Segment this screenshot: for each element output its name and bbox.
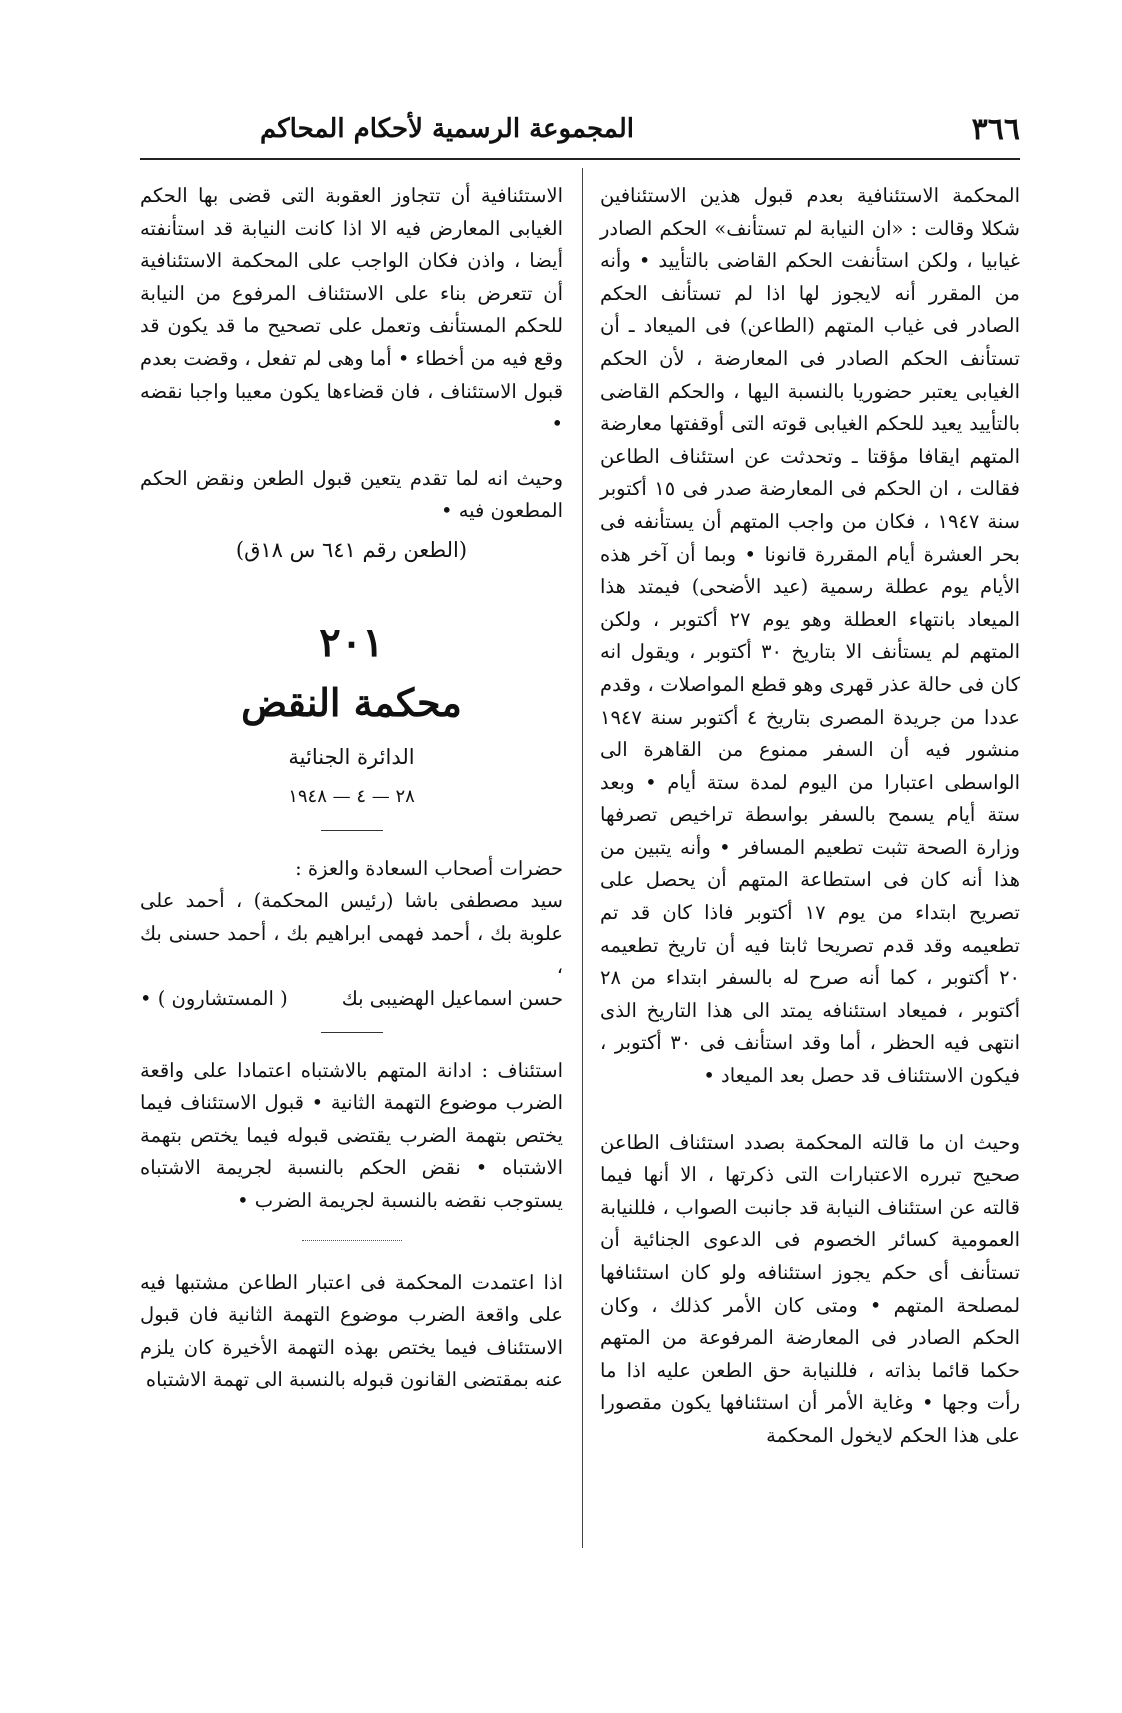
header-rule [140,158,1020,160]
case-number: ٢٠١ [319,618,384,666]
page-number: ٣٦٦ [971,111,1020,147]
judges-role: ( المستشارون ) • [140,987,288,1011]
appeal-reference: (الطعن رقم ٦٤١ س ١٨ق) [235,537,468,562]
running-title: المجموعة الرسمية لأحكام المحاكم [260,114,634,144]
paragraph-prior-ruling: المحكمة الاستئنافية بعدم قبول هذين الاستئنافين شكلا وقالت : «ان النيابة لم تستأنف» الحكم الصادر غيابيا ، ولكن استأنفت الحكم القاضى بالتأييد • وأنه من المقرر أنه لايجوز لها اذا لم تستأنف الحكم الصادر فى غياب المتهم (الطاعن) فى الميعاد ـ أن تستأنف الحكم الصادر فى المعارضة ، لأن الحكم الغيابى يعتبر حضوريا بالنسبة اليها ، والحكم القاضى بالتأييد يعيد للحكم الغيابى قوته التى أوقفتها معارضة المتهم ايقافا مؤقتا ـ وتحدثت عن استئناف الطاعن فقالت ، ان الحكم فى المعارضة صدر فى ١٥ أكتوبر سنة ١٩٤٧ ، فكان من واجب المتهم أن يستأنفه فى بحر العشرة أيام المقررة قانونا • وبما أن آخر هذه الأيام يوم عطلة رسمية (عيد الأضحى) فيمتد هذا الميعاد بانتهاء العطلة وهو يوم ٢٧ أكتوبر ، ولكن المتهم لم يستأنف الا بتاريخ ٣٠ أكتوبر ، ويقول انه كان فى حالة عذر قهرى وهو قطع المواصلات ، وقدم عددا من جريدة المصرى بتاريخ ٤ أكتوبر سنة ١٩٤٧ منشور فيه أن السفر ممنوع من القاهرة الى الواسطى اعتبارا من اليوم لمدة ستة أيام • وبعد ستة أيام يسمح بالسفر بواسطة تراخيص تصرفها وزارة الصحة تثبت تطعيم المسافر • وأنه يتبين من هذا أنه كان فى استطاعة المتهم أن يحصل على تصريح ابتداء من يوم ١٧ أكتوبر فاذا كان قد تم تطعيمه وقد قدم تصريحا ثابتا فيه أن تاريخ تطعيمه ٢٠ أكتوبر ، كما أنه صرح له بالسفر ابتداء من ٢٨ أكتوبر ، فميعاد استئنافه يمتد الى هذا التاريخ الذى انتهى فيه الحظر ، أما وقد استأنف فى ٣٠ أكتوبر ، فيكون الاستئناف قد حصل بعد الميعاد • [600,184,1021,1088]
judges-intro: حضرات أصحاب السعادة والعزة : [295,856,563,880]
right-column [600,180,1020,1453]
column-divider [582,168,583,1548]
section-rule [321,830,383,831]
court-name: محكمة النقض [241,679,462,725]
dotted-rule [302,1240,402,1241]
headnote: استئناف : ادانة المتهم بالاشتباه اعتمادا على واقعة الضرب موضوع التهمة الثانية • قبول الاستئناف فيما يختص بتهمة الضرب يقتضى قبوله فيما يختص بتهمة الاشتباه • نقض الحكم بالنسبة لجريمة الاشتباه يستوجب نقضه بالنسبة لجريمة الضرب • [140,1058,563,1213]
left-column [140,180,563,1397]
paragraph-conclusion: وحيث انه لما تقدم يتعين قبول الطعن ونقض الحكم المطعون فيه • [140,466,563,523]
section-rule [321,1032,383,1033]
judges-last-line [140,983,563,1016]
ruling-date: ٢٨ — ٤ — ١٩٤٨ [288,786,415,808]
legal-principle: اذا اعتمدت المحكمة فى اعتبار الطاعن مشتبها فيه على واقعة الضرب موضوع التهمة الثانية فان قبول الاستئناف فيما يختص بهذه التهمة الأخيرة كان يلزم عنه بمقتضى القانون قبوله بالنسبة الى تهمة الاشتباه [140,1270,563,1392]
judges-list: سيد مصطفى باشا (رئيس المحكمة) ، أحمد على علوبة بك ، أحمد فهمى ابراهيم بك ، أحمد حسنى بك ، [140,889,564,978]
judge-name: حسن اسماعيل الهضيبى بك [341,987,563,1011]
paragraph-continuation: الاستئنافية أن تتجاوز العقوبة التى قضى بها الحكم الغيابى المعارض فيه الا اذا كانت النيابة قد استأنفته أيضا ، واذن فكان الواجب على المحكمة الاستئنافية أن تتعرض بناء على الاستئناف المرفوع من النيابة للحكم المستأنف وتعمل على تصحيح ما قد يكون قد وقع فيه من أخطاء • أما وهى لم تفعل ، وقضت بعدم قبول الاستئناف ، فان قضاءها يكون معيبا واجبا نقضه • [140,184,564,436]
circuit-name: الدائرة الجنائية [288,744,415,769]
page-header [140,104,1020,154]
paragraph-court-reasoning: وحيث ان ما قالته المحكمة بصدد استئناف الطاعن صحيح تبرره الاعتبارات التى ذكرتها ، الا أنها فيما قالته عن استئناف النيابة قد جانبت الصواب ، فللنيابة العمومية كسائر الخصوم فى الدعوى الجنائية أن تستأنف أى حكم يجوز استئنافه ولو كان استئنافها لمصلحة المتهم • ومتى كان الأمر كذلك ، وكان الحكم الصادر فى المعارضة المرفوعة من المتهم حكما قائما بذاته ، فللنيابة حق الطعن عليه اذا ما رأت وجها • وغاية الأمر أن استئنافها يكون مقصورا على هذا الحكم لايخول المحكمة [600,1130,1021,1447]
